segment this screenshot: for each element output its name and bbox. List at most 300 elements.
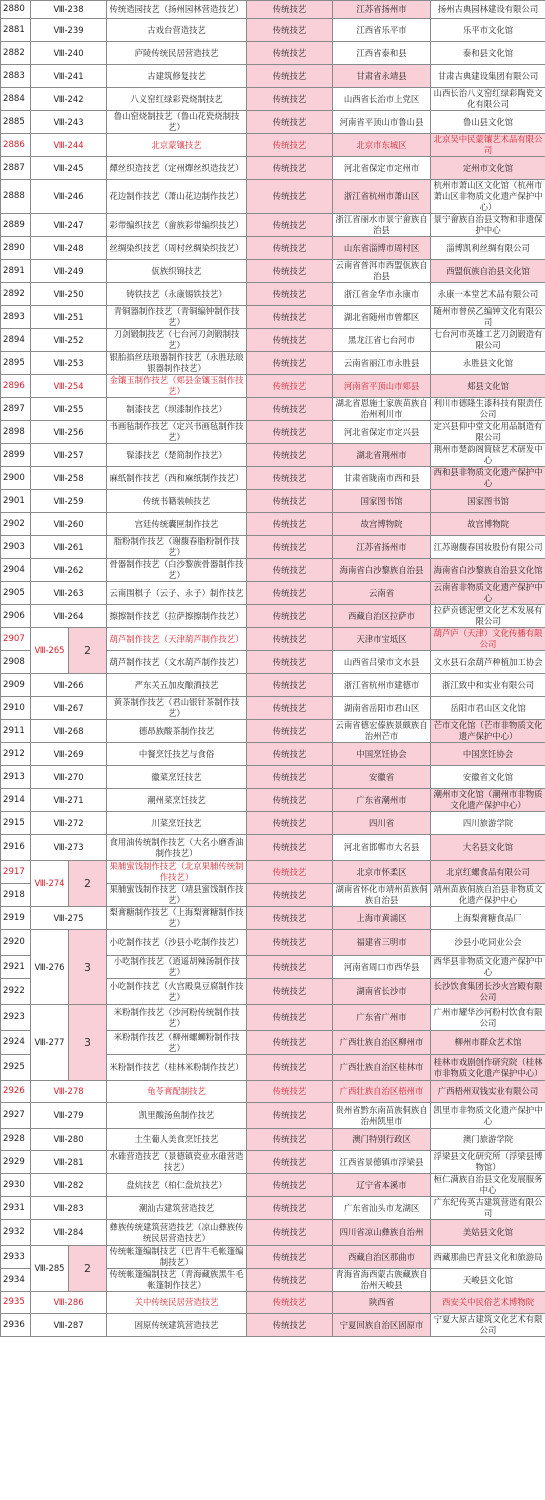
protection-unit-cell: 浙江致中和实业有限公司	[431, 674, 545, 697]
region-cell: 湖北省恩施土家族苗族自治州利川市	[333, 398, 431, 421]
project-name-cell: 鲁山窑烧制技艺（鲁山花瓷烧制技艺）	[107, 111, 247, 134]
project-name-cell: 凯里酸汤鱼制作技艺	[107, 1103, 247, 1129]
table-row	[1, 1129, 545, 1151]
category-cell: 传统技艺	[247, 1031, 333, 1055]
protection-unit-cell: 云南省非物质文化遗产保护中心	[431, 582, 545, 605]
region-cell: 江苏省扬州市	[333, 536, 431, 559]
protection-unit-cell: 江苏谢馥春国妆股份有限公司	[431, 536, 545, 559]
category-cell: 传统技艺	[247, 835, 333, 861]
category-cell: 传统技艺	[247, 134, 333, 157]
project-code-cell: Ⅷ-279	[31, 1103, 107, 1129]
region-cell: 湖南省岳阳市君山区	[333, 697, 431, 720]
project-code-cell: Ⅷ-276	[31, 930, 69, 1005]
protection-unit-cell: 大名县文化馆	[431, 835, 545, 861]
project-code-cell: Ⅷ-277	[31, 1005, 69, 1081]
row-number-cell: 2908	[1, 651, 31, 674]
project-code-cell: Ⅷ-266	[31, 674, 107, 697]
project-code-cell: Ⅷ-251	[31, 306, 107, 329]
category-cell: 传统技艺	[247, 536, 333, 559]
region-cell: 北京市东城区	[333, 134, 431, 157]
group-count-cell: 2	[69, 861, 107, 907]
region-cell: 甘肃省永靖县	[333, 65, 431, 88]
protection-unit-cell: 广州市耀华沙河粉村饮食有限公司	[431, 1005, 545, 1031]
protection-unit-cell: 郏县文化馆	[431, 375, 545, 398]
table-row	[1, 1197, 545, 1220]
region-cell: 广西壮族自治区柳州市	[333, 1031, 431, 1055]
row-number-cell: 2931	[1, 1197, 31, 1220]
row-number-cell: 2885	[1, 111, 31, 134]
project-code-cell: Ⅷ-272	[31, 812, 107, 835]
region-cell: 故宫博物院	[333, 513, 431, 536]
project-name-cell: 彝族传统建筑营造技艺（凉山彝族传统民居营造技艺）	[107, 1220, 247, 1246]
region-cell: 山西省吕梁市文水县	[333, 651, 431, 674]
protection-unit-cell: 上海梨膏糖食品厂	[431, 907, 545, 930]
table-row	[1, 180, 545, 214]
region-cell: 国家图书馆	[333, 490, 431, 513]
project-name-cell: 德昂族酸茶制作技艺	[107, 720, 247, 743]
table-row	[1, 421, 545, 444]
protection-unit-cell: 荆州市楚韵阁简牍艺术研发中心	[431, 444, 545, 467]
project-name-cell: 米粉制作技艺（沙河粉传统制作技艺）	[107, 1005, 247, 1031]
category-cell: 传统技艺	[247, 956, 333, 979]
region-cell: 浙江省杭州市萧山区	[333, 180, 431, 214]
table-row	[1, 157, 545, 180]
row-number-cell: 2884	[1, 88, 31, 111]
table-row	[1, 861, 545, 884]
category-cell: 传统技艺	[247, 180, 333, 214]
project-name-cell: 银胎掐丝珐琅器制作技艺（永胜珐琅银器制作技艺）	[107, 352, 247, 375]
region-cell: 云南省普洱市西盟佤族自治县	[333, 260, 431, 283]
table-row	[1, 513, 545, 536]
protection-unit-cell: 永康一本堂艺术品有限公司	[431, 283, 545, 306]
project-name-cell: 中餐烹饪技艺与食俗	[107, 743, 247, 766]
category-cell: 传统技艺	[247, 789, 333, 812]
project-name-cell: 果脯蜜饯制作技艺（北京果脯传统制作技艺）	[107, 861, 247, 884]
table-row	[1, 375, 545, 398]
region-cell: 澳门特别行政区	[333, 1129, 431, 1151]
protection-unit-cell: 浮梁县文化研究所（浮梁县博物馆）	[431, 1151, 545, 1174]
region-cell: 宁夏回族自治区固原市	[333, 1314, 431, 1337]
row-number-cell: 2928	[1, 1129, 31, 1151]
region-cell: 西藏自治区那曲市	[333, 1246, 431, 1269]
row-number-cell: 2926	[1, 1081, 31, 1103]
row-number-cell: 2901	[1, 490, 31, 513]
protection-unit-cell: 国家图书馆	[431, 490, 545, 513]
row-number-cell: 2899	[1, 444, 31, 467]
row-number-cell: 2923	[1, 1005, 31, 1031]
category-cell: 传统技艺	[247, 88, 333, 111]
region-cell: 湖北省荆州市	[333, 444, 431, 467]
project-name-cell: 彩带编织技艺（畲族彩带编织技艺）	[107, 214, 247, 237]
project-code-cell: Ⅷ-284	[31, 1220, 107, 1246]
category-cell: 传统技艺	[247, 157, 333, 180]
row-number-cell: 2905	[1, 582, 31, 605]
region-cell: 陕西省	[333, 1292, 431, 1314]
protection-unit-cell: 北京吴中民蒙镶艺术品有限公司	[431, 134, 545, 157]
category-cell: 传统技艺	[247, 1, 333, 19]
category-cell: 传统技艺	[247, 306, 333, 329]
table-row	[1, 134, 545, 157]
region-cell: 山东省淄博市周村区	[333, 237, 431, 260]
protection-unit-cell: 山西长治八义窑红绿彩陶瓷文化有限公司	[431, 88, 545, 111]
project-name-cell: 黄茶制作技艺（君山银针茶制作技艺）	[107, 697, 247, 720]
project-name-cell: 关中传统民居营造技艺	[107, 1292, 247, 1314]
category-cell: 传统技艺	[247, 766, 333, 789]
table-row	[1, 1103, 545, 1129]
category-cell: 传统技艺	[247, 1174, 333, 1197]
category-cell: 传统技艺	[247, 605, 333, 628]
protection-unit-cell: 乐平市文化馆	[431, 19, 545, 42]
project-name-cell: 小吃制作技艺（火宫殿臭豆腐制作技艺）	[107, 979, 247, 1005]
project-code-cell: Ⅷ-245	[31, 157, 107, 180]
project-name-cell: 麻纸制作技艺（西和麻纸制作技艺）	[107, 467, 247, 490]
region-cell: 浙江省杭州市建德市	[333, 674, 431, 697]
row-number-cell: 2895	[1, 352, 31, 375]
table-row	[1, 1174, 545, 1197]
project-name-cell: 葫芦制作技艺（天津葫芦制作技艺）	[107, 628, 247, 651]
category-cell: 传统技艺	[247, 421, 333, 444]
row-number-cell: 2887	[1, 157, 31, 180]
category-cell: 传统技艺	[247, 1129, 333, 1151]
protection-unit-cell: 广东纪传英古建筑营造有限公司	[431, 1197, 545, 1220]
category-cell: 传统技艺	[247, 375, 333, 398]
row-number-cell: 2911	[1, 720, 31, 743]
group-count-cell: 3	[69, 1005, 107, 1081]
table-row	[1, 65, 545, 88]
region-cell: 福建省三明市	[333, 930, 431, 956]
row-number-cell: 2907	[1, 628, 31, 651]
project-code-cell: Ⅷ-254	[31, 375, 107, 398]
category-cell: 传统技艺	[247, 1292, 333, 1314]
project-name-cell: 花边制作技艺（萧山花边制作技艺）	[107, 180, 247, 214]
region-cell: 江西省泰和县	[333, 42, 431, 65]
category-cell: 传统技艺	[247, 674, 333, 697]
project-name-cell: 刀剑锻制技艺（七台河刀剑锻制技艺）	[107, 329, 247, 352]
row-number-cell: 2897	[1, 398, 31, 421]
protection-unit-cell: 北京红螺食品有限公司	[431, 861, 545, 884]
category-cell: 传统技艺	[247, 1314, 333, 1337]
protection-unit-cell: 定州市文化馆	[431, 157, 545, 180]
category-cell: 传统技艺	[247, 582, 333, 605]
protection-unit-cell: 西盟佤族自治县文化馆	[431, 260, 545, 283]
category-cell: 传统技艺	[247, 884, 333, 907]
project-code-cell: Ⅷ-246	[31, 180, 107, 214]
category-cell: 传统技艺	[247, 214, 333, 237]
project-name-cell: 擦擦制作技艺（拉萨擦擦制作技艺）	[107, 605, 247, 628]
protection-unit-cell: 芒市文化馆（芒市非物质文化遗产保护中心）	[431, 720, 545, 743]
region-cell: 河南省周口市西华县	[333, 956, 431, 979]
table-row	[1, 214, 545, 237]
protection-unit-cell: 西和县非物质文化遗产保护中心	[431, 467, 545, 490]
row-number-cell: 2903	[1, 536, 31, 559]
row-number-cell: 2896	[1, 375, 31, 398]
row-number-cell: 2924	[1, 1031, 31, 1055]
project-code-cell: Ⅷ-264	[31, 605, 107, 628]
protection-unit-cell: 美姑县文化馆	[431, 1220, 545, 1246]
project-name-cell: 传统帐篷编制技艺（巴青牛毛帐篷编制技艺）	[107, 1246, 247, 1269]
region-cell: 天津市宝坻区	[333, 628, 431, 651]
project-code-cell: Ⅷ-240	[31, 42, 107, 65]
table-row	[1, 605, 545, 628]
protection-unit-cell: 西安关中民俗艺术博物院	[431, 1292, 545, 1314]
project-code-cell: Ⅷ-283	[31, 1197, 107, 1220]
project-code-cell: Ⅷ-273	[31, 835, 107, 861]
region-cell: 青海省海西蒙古族藏族自治州天峻县	[333, 1269, 431, 1292]
project-name-cell: 古建筑修复技艺	[107, 65, 247, 88]
project-name-cell: 丝绸染织技艺（周村丝绸染织技艺）	[107, 237, 247, 260]
table-row	[1, 490, 545, 513]
row-number-cell: 2883	[1, 65, 31, 88]
region-cell: 湖南省长沙市	[333, 979, 431, 1005]
category-cell: 传统技艺	[247, 979, 333, 1005]
protection-unit-cell: 文水县石余葫芦种植加工协会	[431, 651, 545, 674]
project-code-cell: Ⅷ-271	[31, 789, 107, 812]
protection-unit-cell: 泰和县文化馆	[431, 42, 545, 65]
region-cell: 江西省景德镇市浮梁县	[333, 1151, 431, 1174]
project-code-cell: Ⅷ-287	[31, 1314, 107, 1337]
project-name-cell: 古戏台营造技艺	[107, 19, 247, 42]
table-row	[1, 88, 545, 111]
row-number-cell: 2925	[1, 1055, 31, 1081]
region-cell: 中国烹饪协会	[333, 743, 431, 766]
category-cell: 传统技艺	[247, 651, 333, 674]
project-name-cell: 脂粉制作技艺（谢馥春脂粉制作技艺）	[107, 536, 247, 559]
category-cell: 传统技艺	[247, 1246, 333, 1269]
project-code-cell: Ⅷ-242	[31, 88, 107, 111]
project-code-cell: Ⅷ-252	[31, 329, 107, 352]
region-cell: 北京市怀柔区	[333, 861, 431, 884]
region-cell: 四川省	[333, 812, 431, 835]
region-cell: 西藏自治区拉萨市	[333, 605, 431, 628]
category-cell: 传统技艺	[247, 743, 333, 766]
row-number-cell: 2933	[1, 1246, 31, 1269]
category-cell: 传统技艺	[247, 1220, 333, 1246]
project-code-cell: Ⅷ-249	[31, 260, 107, 283]
project-code-cell: Ⅷ-278	[31, 1081, 107, 1103]
project-name-cell: 水碓营造技艺（景德镇瓷业水碓营造技艺）	[107, 1151, 247, 1174]
project-name-cell: 制漆技艺（坝漆制作技艺）	[107, 398, 247, 421]
project-name-cell: 果脯蜜饯制作技艺（靖县蜜饯制作技艺）	[107, 884, 247, 907]
table-row	[1, 536, 545, 559]
project-name-cell: 盘炕技艺（柏仁盘炕技艺）	[107, 1174, 247, 1197]
project-code-cell: Ⅷ-253	[31, 352, 107, 375]
project-code-cell: Ⅷ-243	[31, 111, 107, 134]
table-row	[1, 674, 545, 697]
region-cell: 湖南省怀化市靖州苗族侗族自治县	[333, 884, 431, 907]
project-name-cell: 佤族织锦技艺	[107, 260, 247, 283]
project-name-cell: 食用油传统制作技艺（大名小磨香油制作技艺）	[107, 835, 247, 861]
row-number-cell: 2915	[1, 812, 31, 835]
project-name-cell: 小吃制作技艺（逍遥胡辣汤制作技艺）	[107, 956, 247, 979]
project-code-cell: Ⅷ-274	[31, 861, 69, 907]
project-code-cell: Ⅷ-256	[31, 421, 107, 444]
protection-unit-cell: 淄博凯利丝绸有限公司	[431, 237, 545, 260]
region-cell: 河北省保定市定州市	[333, 157, 431, 180]
category-cell: 传统技艺	[247, 352, 333, 375]
row-number-cell: 2902	[1, 513, 31, 536]
table-row	[1, 467, 545, 490]
category-cell: 传统技艺	[247, 1151, 333, 1174]
group-count-cell: 2	[69, 1246, 107, 1292]
region-cell: 黑龙江省七台河市	[333, 329, 431, 352]
protection-unit-cell: 葫芦庐（天津）文化传播有限公司	[431, 628, 545, 651]
protection-unit-cell: 杭州市萧山区文化馆（杭州市萧山区非物质文化遗产保护中心）	[431, 180, 545, 214]
project-code-cell: Ⅷ-281	[31, 1151, 107, 1174]
project-name-cell: 宫廷传统囊匣制作技艺	[107, 513, 247, 536]
row-number-cell: 2917	[1, 861, 31, 884]
region-cell: 安徽省	[333, 766, 431, 789]
row-number-cell: 2906	[1, 605, 31, 628]
category-cell: 传统技艺	[247, 283, 333, 306]
region-cell: 湖北省随州市曾都区	[333, 306, 431, 329]
project-code-cell: Ⅷ-260	[31, 513, 107, 536]
project-name-cell: 书画毡制作技艺（定兴书画毡制作技艺）	[107, 421, 247, 444]
category-cell: 传统技艺	[247, 697, 333, 720]
table-row	[1, 559, 545, 582]
category-cell: 传统技艺	[247, 720, 333, 743]
table-row	[1, 1081, 545, 1103]
protection-unit-cell: 澳门旅游学院	[431, 1129, 545, 1151]
row-number-cell: 2881	[1, 19, 31, 42]
row-number-cell: 2936	[1, 1314, 31, 1337]
category-cell: 传统技艺	[247, 1005, 333, 1031]
category-cell: 传统技艺	[247, 398, 333, 421]
project-name-cell: 云南围棋子（云子、永子）制作技艺	[107, 582, 247, 605]
region-cell: 广东省潮州市	[333, 789, 431, 812]
project-name-cell: 土生葡人美食烹饪技艺	[107, 1129, 247, 1151]
project-code-cell: Ⅷ-280	[31, 1129, 107, 1151]
table-row	[1, 237, 545, 260]
table-row	[1, 1, 545, 19]
table-row	[1, 42, 545, 65]
project-code-cell: Ⅷ-259	[31, 490, 107, 513]
table-row	[1, 697, 545, 720]
protection-unit-cell: 故宫博物院	[431, 513, 545, 536]
row-number-cell: 2919	[1, 907, 31, 930]
project-name-cell: 金镶玉制作技艺（郏县金镶玉制作技艺）	[107, 375, 247, 398]
category-cell: 传统技艺	[247, 19, 333, 42]
protection-unit-cell: 利川市德隆生漆科技有限责任公司	[431, 398, 545, 421]
region-cell: 甘肃省陇南市西和县	[333, 467, 431, 490]
protection-unit-cell: 拉萨贡德泥塑文化艺术发展有限公司	[431, 605, 545, 628]
project-name-cell: 庐陵传统民居营造技艺	[107, 42, 247, 65]
row-number-cell: 2921	[1, 956, 31, 979]
protection-unit-cell: 七台河市英雄工艺刀剑锻造有限公司	[431, 329, 545, 352]
table-row	[1, 789, 545, 812]
project-code-cell: Ⅷ-239	[31, 19, 107, 42]
region-cell: 河北省邯郸市大名县	[333, 835, 431, 861]
row-number-cell: 2891	[1, 260, 31, 283]
project-code-cell: Ⅷ-270	[31, 766, 107, 789]
table-row	[1, 1246, 545, 1269]
row-number-cell: 2904	[1, 559, 31, 582]
project-name-cell: 铸铁技艺（永康锡铁技艺）	[107, 283, 247, 306]
table-row	[1, 444, 545, 467]
row-number-cell: 2916	[1, 835, 31, 861]
protection-unit-cell: 广西梧州双钱实业有限公司	[431, 1081, 545, 1103]
region-cell: 四川省凉山彝族自治州	[333, 1220, 431, 1246]
row-number-cell: 2898	[1, 421, 31, 444]
project-code-cell: Ⅷ-258	[31, 467, 107, 490]
table-row	[1, 260, 545, 283]
category-cell: 传统技艺	[247, 628, 333, 651]
project-name-cell: 北京蒙镶技艺	[107, 134, 247, 157]
row-number-cell: 2934	[1, 1269, 31, 1292]
category-cell: 传统技艺	[247, 1055, 333, 1081]
project-code-cell: Ⅷ-247	[31, 214, 107, 237]
region-cell: 云南省德宏傣族景颇族自治州芒市	[333, 720, 431, 743]
protection-unit-cell: 永胜县文化馆	[431, 352, 545, 375]
project-name-cell: 八义窑红绿彩瓷烧制技艺	[107, 88, 247, 111]
row-number-cell: 2909	[1, 674, 31, 697]
protection-unit-cell: 天峻县文化馆	[431, 1269, 545, 1292]
region-cell: 云南省丽江市永胜县	[333, 352, 431, 375]
table-row	[1, 111, 545, 134]
protection-unit-cell: 定兴县仰中堂文化用品制造有限公司	[431, 421, 545, 444]
category-cell: 传统技艺	[247, 513, 333, 536]
category-cell: 传统技艺	[247, 42, 333, 65]
row-number-cell: 2894	[1, 329, 31, 352]
category-cell: 传统技艺	[247, 861, 333, 884]
category-cell: 传统技艺	[247, 467, 333, 490]
project-code-cell: Ⅷ-250	[31, 283, 107, 306]
row-number-cell: 2892	[1, 283, 31, 306]
region-cell: 海南省白沙黎族自治县	[333, 559, 431, 582]
protection-unit-cell: 甘肃古典建设集团有限公司	[431, 65, 545, 88]
row-number-cell: 2929	[1, 1151, 31, 1174]
row-number-cell: 2882	[1, 42, 31, 65]
project-name-cell: 潮汕古建筑营造技艺	[107, 1197, 247, 1220]
region-cell: 广东省广州市	[333, 1005, 431, 1031]
row-number-cell: 2910	[1, 697, 31, 720]
protection-unit-cell: 随州市曾侯乙编钟文化有限公司	[431, 306, 545, 329]
row-number-cell: 2912	[1, 743, 31, 766]
protection-unit-cell: 宁夏大原古建筑文化艺术有限公司	[431, 1314, 545, 1337]
table-row	[1, 743, 545, 766]
region-cell: 江西省乐平市	[333, 19, 431, 42]
project-name-cell: 徽菜烹饪技艺	[107, 766, 247, 789]
project-name-cell: 传统帐篷编制技艺（青海藏族黑牛毛帐篷制作技艺）	[107, 1269, 247, 1292]
category-cell: 传统技艺	[247, 1081, 333, 1103]
protection-unit-cell: 鲁山县文化馆	[431, 111, 545, 134]
row-number-cell: 2918	[1, 884, 31, 907]
region-cell: 上海市黄浦区	[333, 907, 431, 930]
project-code-cell: Ⅷ-265	[31, 628, 69, 674]
project-name-cell: 传统书籍装帧技艺	[107, 490, 247, 513]
row-number-cell: 2920	[1, 930, 31, 956]
category-cell: 传统技艺	[247, 1197, 333, 1220]
region-cell: 广西壮族自治区桂林市	[333, 1055, 431, 1081]
protection-unit-cell: 长沙饮食集团长沙火宫殿有限公司	[431, 979, 545, 1005]
project-code-cell: Ⅷ-257	[31, 444, 107, 467]
row-number-cell: 2886	[1, 134, 31, 157]
table-row	[1, 398, 545, 421]
group-count-cell: 2	[69, 628, 107, 674]
project-name-cell: 青铜器制作技艺（青铜编钟制作技艺）	[107, 306, 247, 329]
category-cell: 传统技艺	[247, 812, 333, 835]
row-number-cell: 2927	[1, 1103, 31, 1129]
table-row	[1, 19, 545, 42]
table-row	[1, 628, 545, 651]
project-name-cell: 骨器制作技艺（白沙黎族骨器制作技艺）	[107, 559, 247, 582]
project-name-cell: 米粉制作技艺（桂林米粉制作技艺）	[107, 1055, 247, 1081]
project-code-cell: Ⅷ-286	[31, 1292, 107, 1314]
project-code-cell: Ⅷ-263	[31, 582, 107, 605]
table-row	[1, 582, 545, 605]
region-cell: 贵州省黔东南苗族侗族自治州凯里市	[333, 1103, 431, 1129]
protection-unit-cell: 凯里市非物质文化遗产保护中心	[431, 1103, 545, 1129]
region-cell: 河北省保定市定兴县	[333, 421, 431, 444]
